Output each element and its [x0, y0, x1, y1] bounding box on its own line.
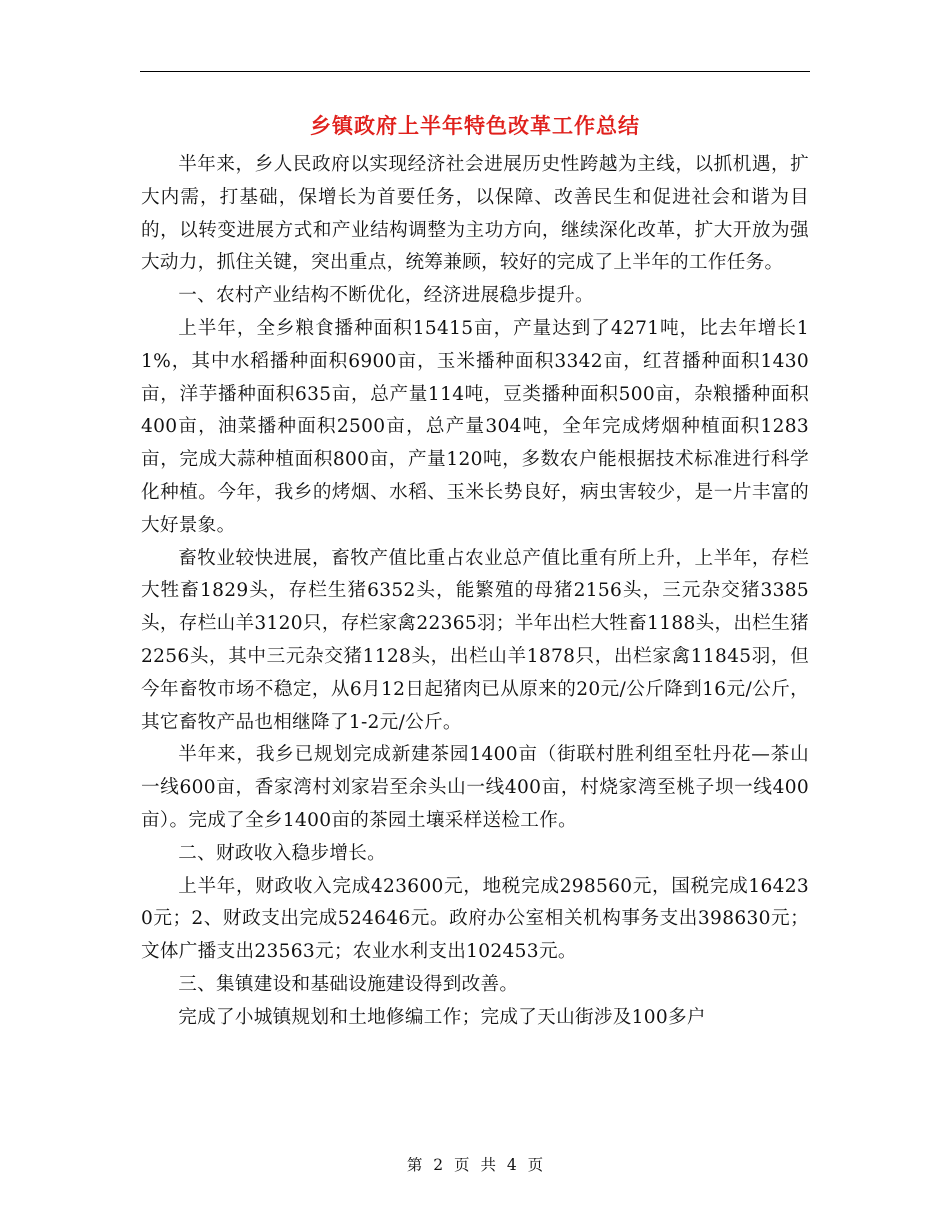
paragraph-livestock: 畜牧业较快进展，畜牧产值比重占农业总产值比重有所上升，上半年，存栏大牲畜1829头，存栏生猪6352头，能繁殖的母猪2156头，三元杂交猪3385头，存栏山羊3120只，存栏家禽22365羽；半年出栏大牲畜1188头，出栏生猪2256头，其中三元杂交猪1128头，出栏山羊1878只，出栏家禽11845羽，但今年畜牧市场不稳定，从6月12日起猪肉已从原来的20元/公斤降到16元/公斤，其它畜牧产品也相继降了1-2元/公斤。 — [141, 547, 809, 733]
header-rule — [140, 71, 810, 72]
page-number-footer: 第 2 页 共 4 页 — [406, 1156, 544, 1174]
document-body — [141, 149, 809, 1035]
section-heading-finance: 二、财政收入稳步增长。 — [178, 842, 387, 864]
paragraph-intro: 半年来，乡人民政府以实现经济社会进展历史性跨越为主线，以抓机遇，扩大内需，打基础，保增长为首要任务，以保障、改善民生和促进社会和谐为目的，以转变进展方式和产业结构调整为主功方向，继续深化改革，扩大开放为强大动力，抓住关键，突出重点，统筹兼顾，较好的完成了上半年的工作任务。 — [141, 154, 809, 274]
paragraph-finance: 上半年，财政收入完成423600元，地税完成298560元，国税完成164230元；2、财政支出完成524646元。政府办公室相关机构事务支出398630元；文体广播支出23563元；农业水利支出102453元。 — [141, 875, 809, 963]
document-title: 乡镇政府上半年特色改革工作总结 — [310, 114, 640, 138]
section-heading-agriculture: 一、农村产业结构不断优化，经济进展稳步提升。 — [178, 285, 594, 307]
paragraph-construction: 完成了小城镇规划和土地修编工作；完成了天山街涉及100多户 — [178, 1006, 706, 1028]
paragraph-grain: 上半年，全乡粮食播种面积15415亩，产量达到了4271吨，比去年增长11%，其中水稻播种面积6900亩，玉米播种面积3342亩，红苕播种面积1430亩，洋芋播种面积635亩，总产量114吨，豆类播种面积500亩，杂粮播种面积400亩，油菜播种面积2500亩，总产量304吨，全年完成烤烟种植面积1283亩，完成大蒜种植面积800亩，产量120吨，多数农户能根据技术标准进行科学化种植。今年，我乡的烤烟、水稻、玉米长势良好，病虫害较少，是一片丰富的大好景象。 — [141, 317, 809, 536]
section-heading-construction: 三、集镇建设和基础设施建设得到改善。 — [178, 973, 519, 995]
paragraph-tea-garden: 半年来，我乡已规划完成新建茶园1400亩（街联村胜利组至牡丹花—茶山一线600亩，香家湾村刘家岩至余头山一线400亩，村烧家湾至桃子坝一线400亩）。完成了全乡1400亩的茶园土壤采样送检工作。 — [141, 744, 809, 831]
